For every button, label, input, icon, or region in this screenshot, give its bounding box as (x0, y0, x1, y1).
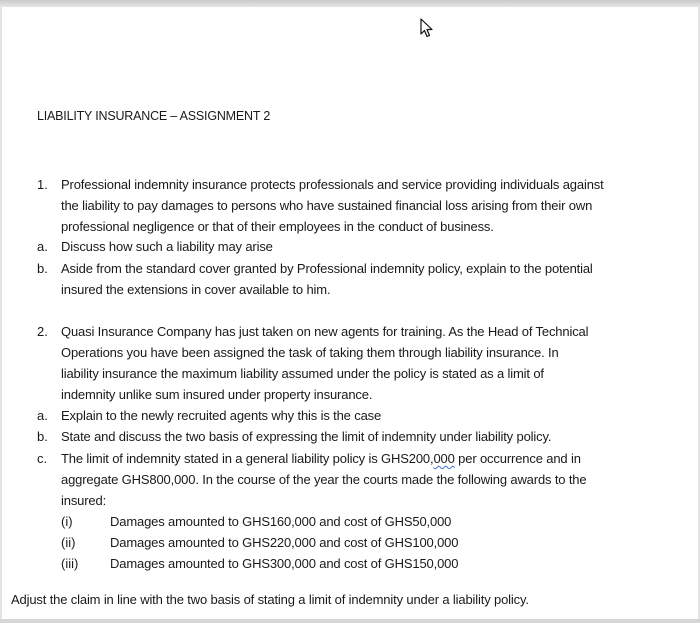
question-2-line-3: liability insurance the maximum liability assumed under the policy is stated as a limit of (61, 366, 544, 381)
question-2-line-1: Quasi Insurance Company has just taken on new agents for training. As the Head of Technical (61, 324, 589, 339)
award-2-text: Damages amounted to GHS220,000 and cost of GHS100,000 (110, 535, 459, 550)
award-2-numeral: (ii) (61, 535, 76, 550)
award-3-text: Damages amounted to GHS300,000 and cost of GHS150,000 (110, 556, 459, 571)
question-1-number: 1. (37, 177, 48, 192)
question-2c-line-1-start: The limit of indemnity stated in a general liability policy is GHS200, (61, 451, 434, 466)
question-2c-line-1-end: per occurrence and in (454, 451, 581, 466)
mouse-pointer-icon (420, 18, 434, 38)
window-top-frame (0, 0, 700, 7)
question-1-line-1: Professional indemnity insurance protects professionals and service providing individuals against (61, 177, 604, 192)
question-2a-text: Explain to the newly recruited agents why this is the case (61, 408, 382, 423)
closing-instruction: Adjust the claim in line with the two basis of stating a limit of indemnity under a liability policy. (11, 592, 529, 607)
question-1b-line-1: Aside from the standard cover granted by Professional indemnity policy, explain to the potential (61, 261, 593, 276)
question-2c-line-1 (61, 450, 581, 468)
question-2c-line-2: aggregate GHS800,000. In the course of the year the courts made the following awards to the (61, 472, 587, 487)
question-2b-text: State and discuss the two basis of expressing the limit of indemnity under liability policy. (61, 429, 552, 444)
award-1-text: Damages amounted to GHS160,000 and cost of GHS50,000 (110, 514, 452, 529)
question-2-line-4: indemnity unlike sum insured under property insurance. (61, 387, 373, 402)
question-2c-marker: c. (37, 451, 48, 466)
question-1b-marker: b. (37, 261, 48, 276)
window-bottom-edge (0, 619, 700, 623)
question-1a-marker: a. (37, 239, 48, 254)
question-2-line-2: Operations you have been assigned the task of taking them through liability insurance. In (61, 345, 559, 360)
question-2b-marker: b. (37, 429, 48, 444)
award-3-numeral: (iii) (61, 556, 79, 571)
question-1b-line-2: insured the extensions in cover available to him. (61, 282, 331, 297)
question-2-number: 2. (37, 324, 48, 339)
question-1a-text: Discuss how such a liability may arise (61, 239, 273, 254)
window-left-edge (0, 7, 2, 619)
document-title: LIABILITY INSURANCE – ASSIGNMENT 2 (37, 109, 271, 123)
question-1-line-2: the liability to pay damages to persons who have sustained financial loss arising from their own (61, 198, 593, 213)
spellcheck-flagged-text: 000 (433, 451, 455, 466)
question-2a-marker: a. (37, 408, 48, 423)
question-1-line-3: professional negligence or that of their employees in the conduct of business. (61, 219, 494, 234)
award-1-numeral: (i) (61, 514, 73, 529)
question-2c-line-3: insured: (61, 493, 107, 508)
